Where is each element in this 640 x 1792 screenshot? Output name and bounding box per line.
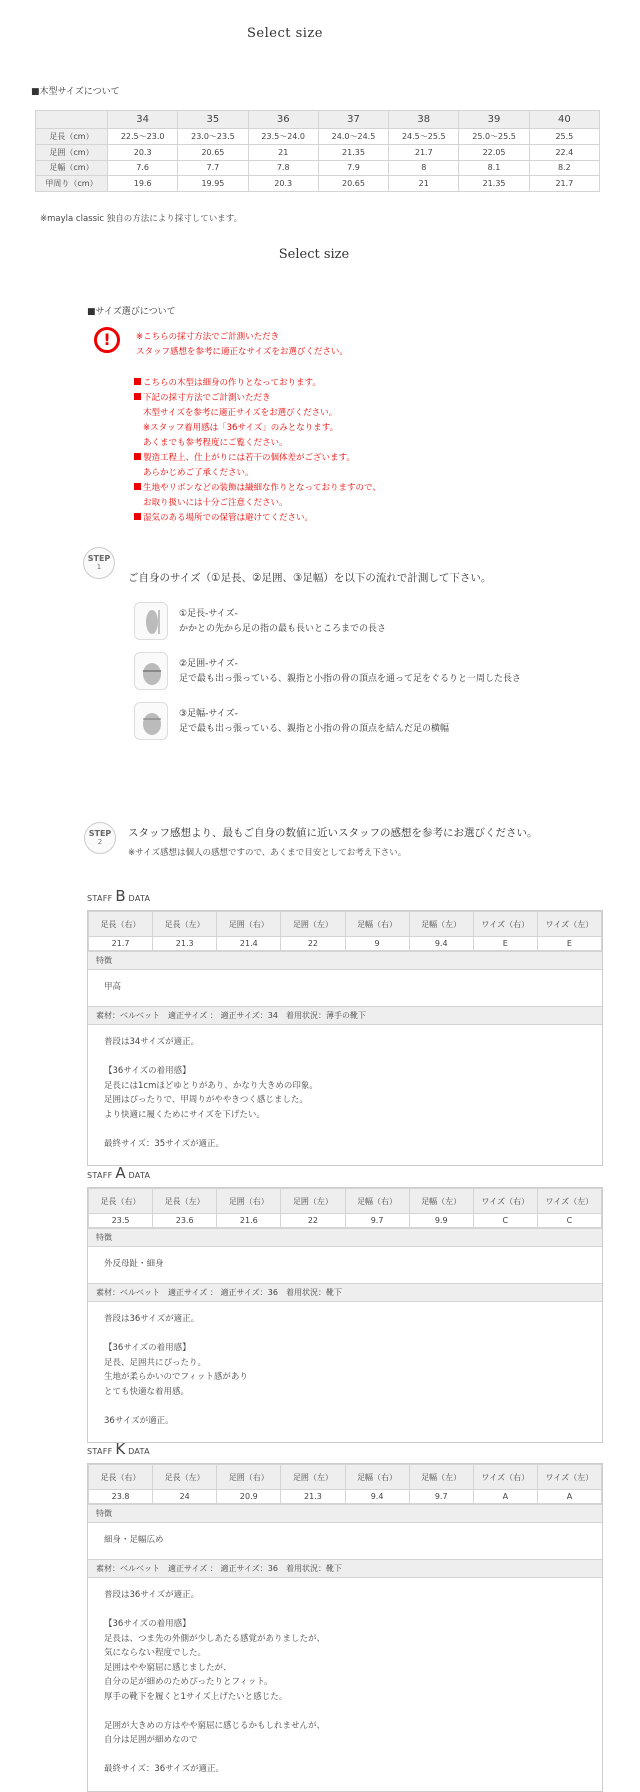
size-header: 35 [178,111,248,129]
notice-line [134,466,381,481]
step-label: STEP [88,829,112,838]
staff-header-cell: 足幅（左） [409,1465,473,1490]
alert-line: スタッフ感想を参考に適正なサイズをお選びください。 [136,347,348,357]
notice-text: 木型サイズを参考に適正サイズをお選びください。 [143,408,338,418]
wood-size-note: ※mayla classic 独自の方法により採寸しています。 [40,214,243,224]
table-cell: 8 [389,160,459,176]
staff-value-cell: 23.5 [89,1214,153,1228]
table-cell: 25.5 [529,129,599,145]
staff-header-cell: ワイズ（左） [537,1189,601,1214]
staff-data-block [87,1187,603,1443]
table-cell: 21 [389,176,459,192]
staff-header-row [89,912,602,937]
table-cell: 7.9 [318,160,388,176]
size-header: 39 [459,111,529,129]
table-cell: 23.5～24.0 [248,129,318,145]
step-number: 1 [96,563,102,571]
staff-value-cell: E [473,937,537,951]
staff-value-cell: C [473,1214,537,1228]
staff-value-cell: 22 [281,937,345,951]
staff-header-cell: 足長（右） [89,1189,153,1214]
notice-line [134,451,381,466]
alert-line: ※こちらの採寸方法でご計測いただき [136,332,280,342]
staff-value-cell: 20.9 [217,1490,281,1504]
staff-measure-table [88,1188,602,1228]
material-info: 素材：ベルベット 適正サイズ ： 適正サイズ：36 着用状況：靴下 [88,1283,602,1302]
row-label: 足囲（cm） [36,144,108,160]
red-square-bullet-icon [134,453,141,460]
step-label: STEP [87,554,111,563]
table-cell: 8.2 [529,160,599,176]
material-info: 素材：ベルベット 適正サイズ ： 適正サイズ：34 着用状況：薄手の靴下 [88,1006,602,1025]
notice-line [134,376,381,391]
table-cell: 20.3 [108,144,178,160]
notice-text: あらかじめご了承ください。 [143,468,254,478]
table-cell: 19.95 [178,176,248,192]
table-cell: 21 [248,144,318,160]
staff-k-label: STAFF K DATA [87,1440,150,1458]
staff-value-cell: E [537,937,601,951]
staff-comment: 普段は36サイズが適正。 【36サイズの着用感】 足長は、つま先の外側が少しあたる感覚がありましたが、 気にならない程度でした。 足囲はやや窮屈に感じましたが、 自分の足が細めのためぴったりとフィット。 厚手の靴下を履くと1サイズ上げたいと感じた。 足囲が大きめの方はやや窮屈に感じるかもしれませんが、 自分は足囲が細めなので 最終サイズ：36サイズが適正。 [104,1590,326,1774]
staff-header-cell: ワイズ（右） [473,1189,537,1214]
table-cell: 22.4 [529,144,599,160]
staff-value-row [89,937,602,951]
feature-label: 特徴 [88,1228,602,1247]
staff-measure-table [88,1464,602,1504]
row-label: 甲周り（cm） [36,176,108,192]
notice-text: 湿気のある場所での保管は避けてください。 [143,513,314,523]
staff-header-cell: 足長（右） [89,1465,153,1490]
size-header: 34 [108,111,178,129]
measure-desc: 足で最も出っ張っている、親指と小指の骨の頂点を結んだ足の横幅 [179,724,450,734]
staff-header-cell: 足囲（左） [281,1465,345,1490]
size-header: 38 [389,111,459,129]
notice-list [134,376,381,526]
red-square-bullet-icon [134,513,141,520]
table-corner-cell [36,111,108,129]
notice-line [134,496,381,511]
notice-line [134,436,381,451]
staff-header-cell: 足囲（右） [217,912,281,937]
staff-data-block [87,1463,603,1792]
staff-value-cell: A [537,1490,601,1504]
wood-size-table [35,110,600,192]
staff-value-cell: 9.7 [409,1490,473,1504]
staff-header-row [89,1465,602,1490]
staff-a-label: STAFF A DATA [87,1164,151,1182]
staff-header-cell: 足長（右） [89,912,153,937]
row-label: 足幅（cm） [36,160,108,176]
staff-value-cell: 9.9 [409,1214,473,1228]
table-cell: 23.0～23.5 [178,129,248,145]
feature-value: 細身・足幅広め [104,1535,164,1545]
staff-header-cell: 足囲（右） [217,1189,281,1214]
step-1-text: ご自身のサイズ（①足長、②足囲、③足幅）を以下の流れで計測して下さい。 [128,572,492,584]
measure-title: ①足長-サイズ- [179,609,238,619]
table-cell: 21.7 [389,144,459,160]
table-cell: 24.5～25.5 [389,129,459,145]
staff-header-cell: 足囲（左） [281,1189,345,1214]
wood-size-heading: ■木型サイズについて [31,87,120,97]
staff-value-cell: 21.4 [217,937,281,951]
notice-line [134,406,381,421]
wood-size-row [36,160,600,176]
notice-line [134,511,381,526]
wood-size-header-row [36,111,600,129]
row-label: 足長（cm） [36,129,108,145]
staff-header-cell: 足囲（左） [281,912,345,937]
staff-header-cell: ワイズ（右） [473,1465,537,1490]
staff-value-cell: 9.7 [345,1214,409,1228]
size-header: 40 [529,111,599,129]
staff-header-cell: 足囲（右） [217,1465,281,1490]
alert-message [136,330,348,360]
staff-value-cell: A [473,1490,537,1504]
staff-value-cell: 9 [345,937,409,951]
feature-value: 甲高 [104,982,122,992]
table-cell: 7.7 [178,160,248,176]
notice-text: ※スタッフ着用感は「36サイズ」のみとなります。 [143,423,339,433]
staff-value-cell: 23.6 [153,1214,217,1228]
staff-value-cell: 21.3 [153,937,217,951]
staff-value-cell: 22 [281,1214,345,1228]
staff-header-cell: 足幅（右） [345,1465,409,1490]
step-2-subnote: ※サイズ感想は個人の感想ですので、あくまで目安としてお考え下さい。 [128,848,407,858]
table-cell: 21.35 [459,176,529,192]
staff-header-cell: ワイズ（左） [537,1465,601,1490]
staff-value-cell: 9.4 [345,1490,409,1504]
notice-line [134,421,381,436]
red-square-bullet-icon [134,483,141,490]
measure-desc: 足で最も出っ張っている、親指と小指の骨の頂点を通って足をぐるりと一周した長さ [179,674,522,684]
section1-title: Select size [247,26,323,41]
table-cell: 7.8 [248,160,318,176]
wood-size-row [36,129,600,145]
measure-desc: かかとの先から足の指の最も長いところまでの長さ [179,624,387,634]
staff-value-cell: 23.8 [89,1490,153,1504]
staff-header-cell: 足幅（右） [345,912,409,937]
staff-header-cell: 足長（左） [153,1465,217,1490]
step-number: 2 [97,838,103,846]
notice-line [134,391,381,406]
staff-header-cell: 足幅（右） [345,1189,409,1214]
staff-header-cell: 足長（左） [153,912,217,937]
feature-label: 特徴 [88,951,602,970]
staff-value-row [89,1490,602,1504]
table-cell: 7.6 [108,160,178,176]
size-header: 36 [248,111,318,129]
staff-b-label: STAFF B DATA [87,887,151,905]
notice-text: こちらの木型は細身の作りとなっております。 [143,378,321,388]
table-cell: 22.05 [459,144,529,160]
table-cell: 25.0～25.5 [459,129,529,145]
feature-value: 外反母趾・細身 [104,1259,164,1269]
staff-header-cell: 足幅（左） [409,912,473,937]
staff-comment: 普段は34サイズが適正。 【36サイズの着用感】 足長には1cmほどゆとりがあり、かなり大きめの印象。 足囲はぴったりで、甲周りがややきつく感じました。 より快適に履くためにサイズを下げたい。 最終サイズ：35サイズが適正。 [104,1037,318,1149]
staff-comment: 普段は36サイズが適正。 【36サイズの着用感】 足長、足囲共にぴったり。 生地が柔らかいのでフィット感があり とても快適な着用感。 36サイズが適正。 [104,1314,248,1426]
size-header: 37 [318,111,388,129]
notice-line [134,481,381,496]
measure-title: ③足幅-サイズ- [179,709,238,719]
table-cell: 22.5～23.0 [108,129,178,145]
table-cell: 20.65 [318,176,388,192]
staff-value-cell: 21.6 [217,1214,281,1228]
staff-value-cell: 21.7 [89,937,153,951]
staff-data-block [87,910,603,1166]
foot-width-icon [134,702,168,740]
size-selection-heading: ■サイズ選びについて [87,307,176,317]
table-cell: 20.65 [178,144,248,160]
step-1-badge [83,547,115,579]
red-square-bullet-icon [134,393,141,400]
notice-text: 製造工程上、仕上がりには若干の個体差がございます。 [143,453,355,463]
red-square-bullet-icon [134,378,141,385]
staff-header-row [89,1189,602,1214]
staff-value-cell: 9.4 [409,937,473,951]
table-cell: 8.1 [459,160,529,176]
step-2-badge [84,822,116,854]
notice-text: 生地やリボンなどの装飾は繊細な作りとなっておりますので、 [143,483,381,493]
wood-size-row [36,144,600,160]
table-cell: 20.3 [248,176,318,192]
feature-label: 特徴 [88,1504,602,1523]
staff-value-cell: 21.3 [281,1490,345,1504]
notice-text: お取り扱いには十分ご注意ください。 [143,498,288,508]
staff-measure-table [88,911,602,951]
staff-header-cell: 足長（左） [153,1189,217,1214]
wood-size-row [36,176,600,192]
staff-value-cell: 24 [153,1490,217,1504]
material-info: 素材：ベルベット 適正サイズ ： 適正サイズ：36 着用状況：靴下 [88,1559,602,1578]
table-cell: 21.7 [529,176,599,192]
step-2-text: スタッフ感想より、最もご自身の数値に近いスタッフの感想を参考にお選びください。 [128,827,538,839]
foot-girth-icon [134,652,168,690]
foot-length-icon [134,602,168,640]
table-cell: 21.35 [318,144,388,160]
exclamation-circle-icon: ! [94,327,120,353]
staff-value-row [89,1214,602,1228]
table-cell: 24.0～24.5 [318,129,388,145]
staff-header-cell: ワイズ（左） [537,912,601,937]
notice-text: 下記の採寸方法でご計測いただき [143,393,271,403]
notice-text: あくまでも参考程度にご覧ください。 [143,438,288,448]
staff-header-cell: 足幅（左） [409,1189,473,1214]
staff-header-cell: ワイズ（右） [473,912,537,937]
staff-value-cell: C [537,1214,601,1228]
table-cell: 19.6 [108,176,178,192]
section2-title: Select size [278,247,350,262]
measure-title: ②足囲-サイズ- [179,659,238,669]
